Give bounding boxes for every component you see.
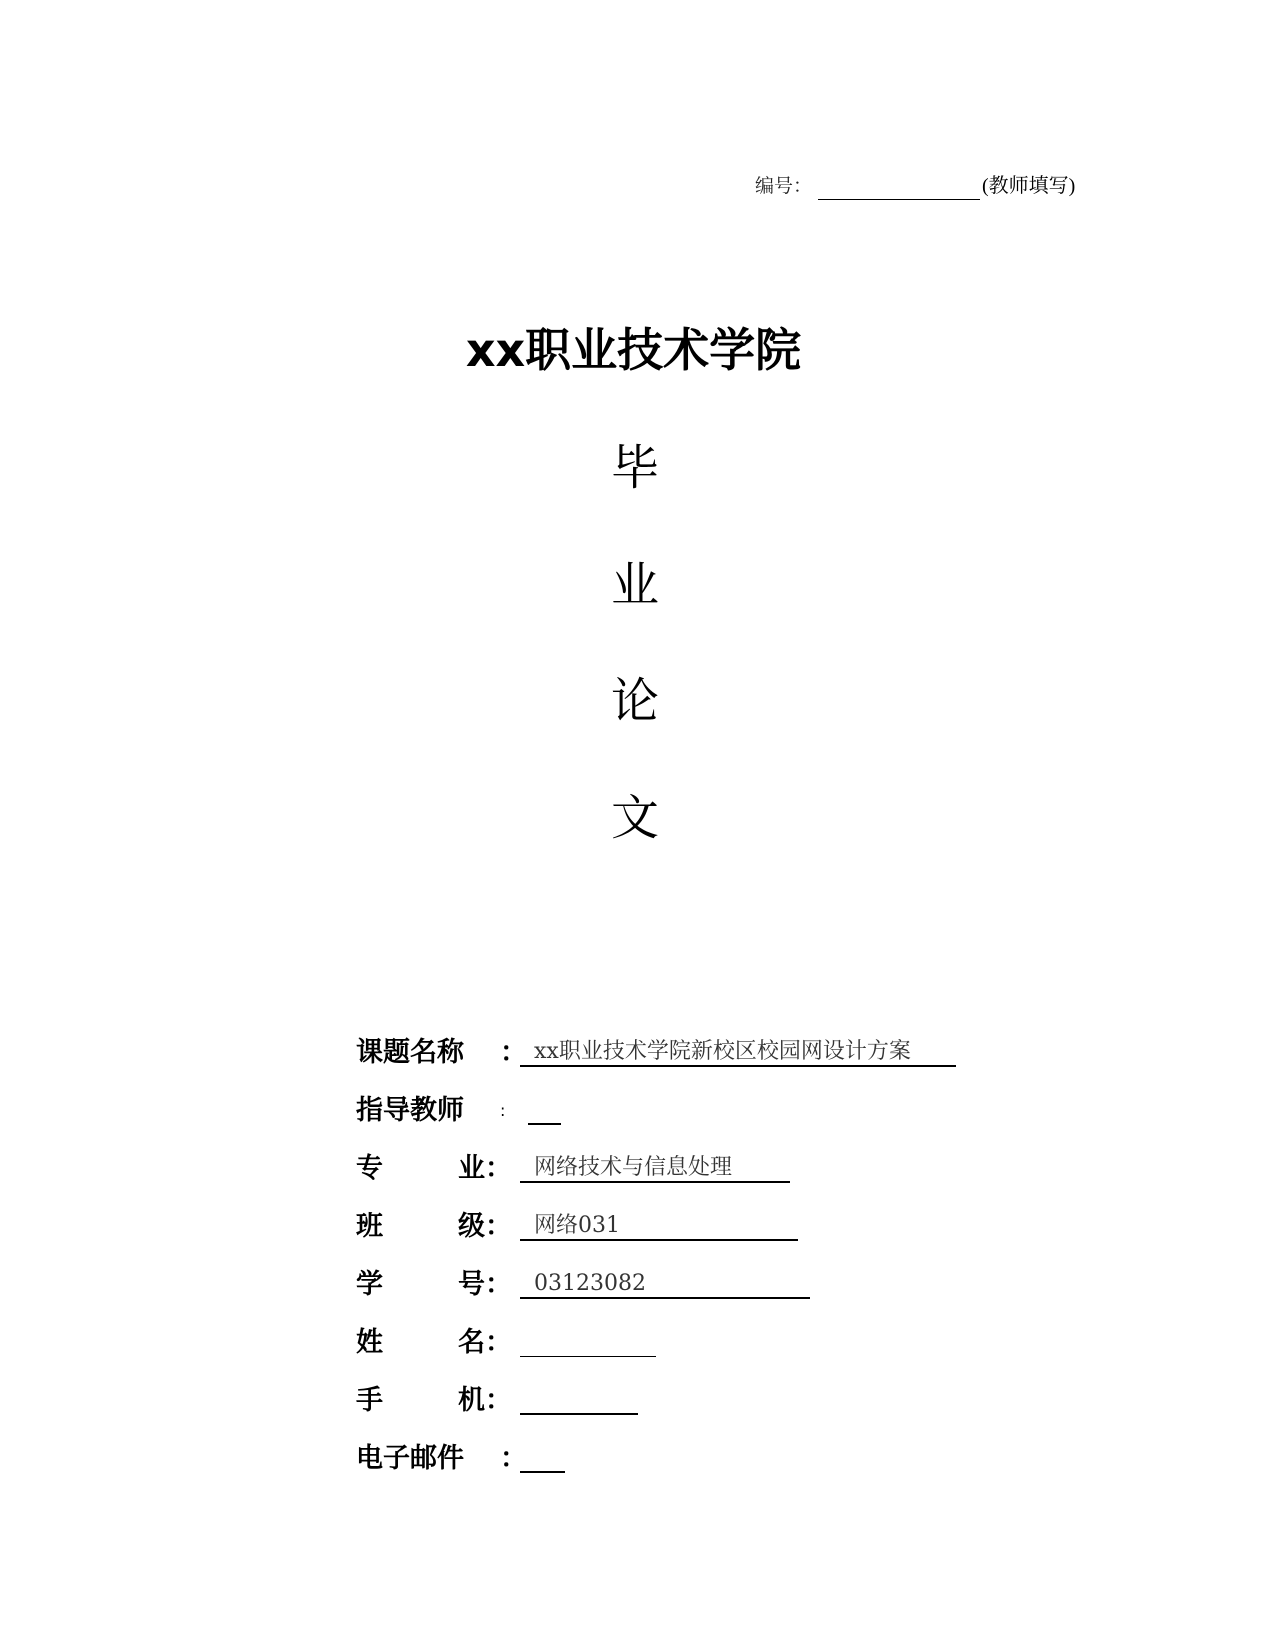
class-label (356, 1207, 485, 1247)
student-id-label-b: 号 (458, 1269, 485, 1300)
serial-number-note: (教师填写) (982, 175, 1076, 197)
field-topic (356, 1033, 956, 1073)
class-label-b: 级 (458, 1211, 485, 1242)
name-value[interactable] (520, 1327, 656, 1357)
phone-value[interactable] (520, 1385, 638, 1415)
phone-colon: ： (485, 1385, 512, 1416)
name-label (356, 1323, 485, 1363)
name-label-a: 姓 (356, 1327, 383, 1358)
name-colon: ： (485, 1327, 512, 1358)
field-phone (356, 1381, 638, 1421)
major-value[interactable]: 网络技术与信息处理 (520, 1153, 790, 1183)
field-student-id (356, 1265, 810, 1305)
class-colon: ： (485, 1211, 512, 1242)
field-class (356, 1207, 798, 1247)
serial-number-field[interactable] (818, 177, 980, 200)
email-value[interactable] (520, 1443, 565, 1473)
email-label: 电子邮件 (356, 1443, 464, 1474)
field-name (356, 1323, 656, 1363)
field-major (356, 1149, 790, 1189)
field-email (356, 1439, 565, 1479)
field-advisor (356, 1091, 561, 1131)
title-char-4: 文 (610, 790, 659, 846)
title-char-2: 业 (610, 557, 659, 613)
phone-label-b: 机 (458, 1385, 485, 1416)
name-label-b: 名 (458, 1327, 485, 1358)
phone-label (356, 1381, 485, 1421)
student-id-value[interactable]: 03123082 (520, 1269, 810, 1299)
topic-value[interactable]: xx职业技术学院新校区校园网设计方案 (520, 1037, 956, 1067)
topic-label: 课题名称 (356, 1037, 464, 1068)
serial-number-line (755, 172, 1075, 200)
email-colon: ： (500, 1443, 527, 1474)
major-label-b: 业 (458, 1153, 485, 1184)
class-value[interactable]: 网络031 (520, 1211, 798, 1241)
student-id-label-a: 学 (356, 1269, 383, 1300)
title-char-1: 毕 (610, 440, 659, 496)
major-label (356, 1149, 485, 1189)
title-char-3: 论 (610, 673, 659, 729)
advisor-value[interactable] (528, 1095, 561, 1125)
class-label-a: 班 (356, 1211, 383, 1242)
advisor-label: 指导教师 (356, 1095, 464, 1126)
school-name: xx职业技术学院 (465, 323, 802, 377)
topic-colon: ： (500, 1037, 527, 1068)
major-label-a: 专 (356, 1153, 383, 1184)
student-id-label (356, 1265, 485, 1305)
major-colon: ： (485, 1153, 512, 1184)
student-id-colon: ： (485, 1269, 512, 1300)
phone-label-a: 手 (356, 1385, 383, 1416)
advisor-colon: : (500, 1101, 506, 1120)
serial-number-label: 编号： (755, 175, 813, 197)
